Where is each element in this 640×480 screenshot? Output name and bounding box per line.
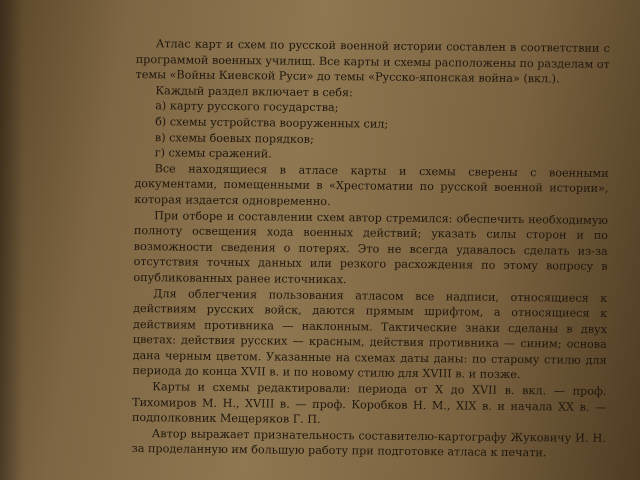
list-item: а) карту русского государства;	[155, 99, 339, 115]
paragraph-section-intro: Каждый раздел включает в себя:	[155, 83, 353, 100]
list-item: в) схемы боевых порядков;	[154, 130, 314, 146]
paragraph-intro: Атлас карт и схем по русской военной истории составлен в соответствии с программой военных училищ. Все карты и схемы расположены по разделам от темы «Войны Киевской Руси» до темы «Русско-японская война» (вкл.).	[135, 37, 610, 86]
paragraph-fonts-colors: Для облегчения пользования атласом все надписи, относящиеся к действиям русских войск, даются прямым шрифтом, а относящиеся к действиям противника — наклонным. Тактические знаки сделаны в двух цветах: действия русских — красным, действия противника — синим; основа дана черным цветом. Указанные на схемах даты даны: по старому стилю для периода до конца XVII в. и по новому стилю для XVIII в. и позже.	[132, 286, 608, 382]
paragraph-documents: Все находящиеся в атласе карты и схемы сверены с военными документами, помещенными в «Хрестоматии по русской военной истории», которая издается одновременно.	[134, 161, 609, 208]
paragraph-thanks: Автор выражает признательность составителю-картографу Жуковичу И. Н. за проделанную им большую работу при подготовке атласа к печати.	[131, 427, 606, 460]
list-item: г) схемы сражений.	[154, 146, 272, 161]
page-fold-shadow	[0, 0, 24, 480]
paragraph-selection: При отборе и составлении схем автор стремился: обеспечить необходимую полноту освещения хода военных действий; указать силы сторон и по возможности сведения о потерях. Это не всегда удавалось сделать из-за отсутствия точных данных или резкого расхождения по этому вопросу в опубликованных ранее источниках.	[133, 208, 609, 287]
paragraph-editors: Карты и схемы редактировали: периода от X до XVII в. вкл. — проф. Тихомиров М. Н., XVIII в. — проф. Коробков Н. М., XIX в. и начала XX в. — подполковник Мещеряков Г. П.	[131, 380, 607, 427]
list-item: б) схемы устройства вооруженных сил;	[155, 115, 389, 131]
preface-text	[132, 36, 610, 462]
